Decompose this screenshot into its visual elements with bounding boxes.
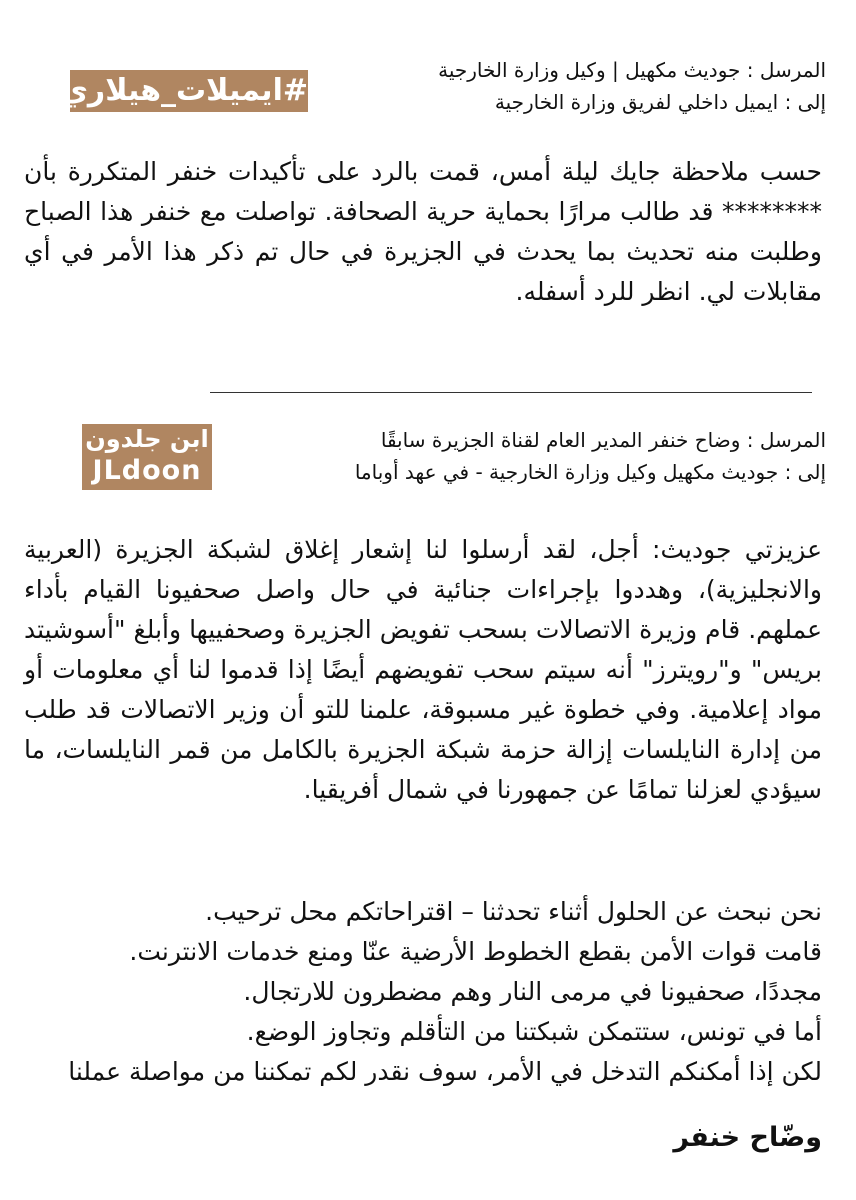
email2-header (266, 424, 826, 488)
logo-arabic-text: ابن جلدون (85, 425, 209, 453)
email2-lines (24, 892, 822, 1092)
email2-from: المرسل : وضاح خنفر المدير العام لقناة الجزيرة سابقًا (380, 428, 826, 452)
email2-line: نحن نبحث عن الحلول أثناء تحدثنا – اقتراحاتكم محل ترحيب. (205, 897, 822, 926)
ibn-jaldoon-logo (82, 424, 212, 490)
email2-line: قامت قوات الأمن بقطع الخطوط الأرضية عنّا ومنع خدمات الانترنت. (129, 937, 822, 966)
email2-line: أما في تونس، ستتمكن شبكتنا من التأقلم وتجاوز الوضع. (246, 1017, 822, 1046)
email2-line: مجددًا، صحفيونا في مرمى النار وهم مضطرون للارتجال. (243, 977, 822, 1006)
email2-line: لكن إذا أمكنكم التدخل في الأمر، سوف نقدر لكم تمكننا من مواصلة عملنا (68, 1057, 822, 1086)
email1-header (356, 54, 826, 118)
logo-latin-text: JLdoon (92, 455, 202, 486)
email1-body: حسب ملاحظة جايك ليلة أمس، قمت بالرد على تأكيدات خنفر المتكررة بأن ******** قد طالب مرارًا بحماية حرية الصحافة. تواصلت مع خنفر هذا الصباح وطلبت منه تحديث بما يحدث في الجزيرة في حال تم ذكر هذا الأمر في أي مقابلات لي. انظر للرد أسفله. (24, 157, 822, 306)
hashtag-badge: #ايميلات_هيلاري (70, 70, 308, 112)
email1-to: إلى : ايميل داخلي لفريق وزارة الخارجية (494, 90, 826, 114)
email2-to: إلى : جوديث مكهيل وكيل وزارة الخارجية - في عهد أوباما (354, 460, 826, 484)
email2-paragraph: عزيزتي جوديث: أجل، لقد أرسلوا لنا إشعار إغلاق لشبكة الجزيرة (العربية والانجليزية)، وهددوا بإجراءات جنائية في حال واصل صحفيونا القيام بأداء عملهم. قام وزيرة الاتصالات بسحب تفويض الجزيرة وصحفييها وأبلغ "أسوشيتد بريس" و"رويترز" أنه سيتم سحب تفويضهم أيضًا إذا قدموا لنا أي معلومات أو مواد إعلامية. وفي خطوة غير مسبوقة، علمنا للتو أن وزير الاتصالات قد طلب من إدارة النايلسات إزالة حزمة شبكة الجزيرة بالكامل من قمر النايلسات، ما سيؤدي لعزلنا تمامًا عن جمهورنا في شمال أفريقيا. (24, 535, 822, 804)
section-divider (210, 392, 812, 393)
email1-from: المرسل : جوديث مكهيل | وكيل وزارة الخارجية (438, 58, 826, 82)
signature: وضّاح خنفر (673, 1122, 822, 1153)
